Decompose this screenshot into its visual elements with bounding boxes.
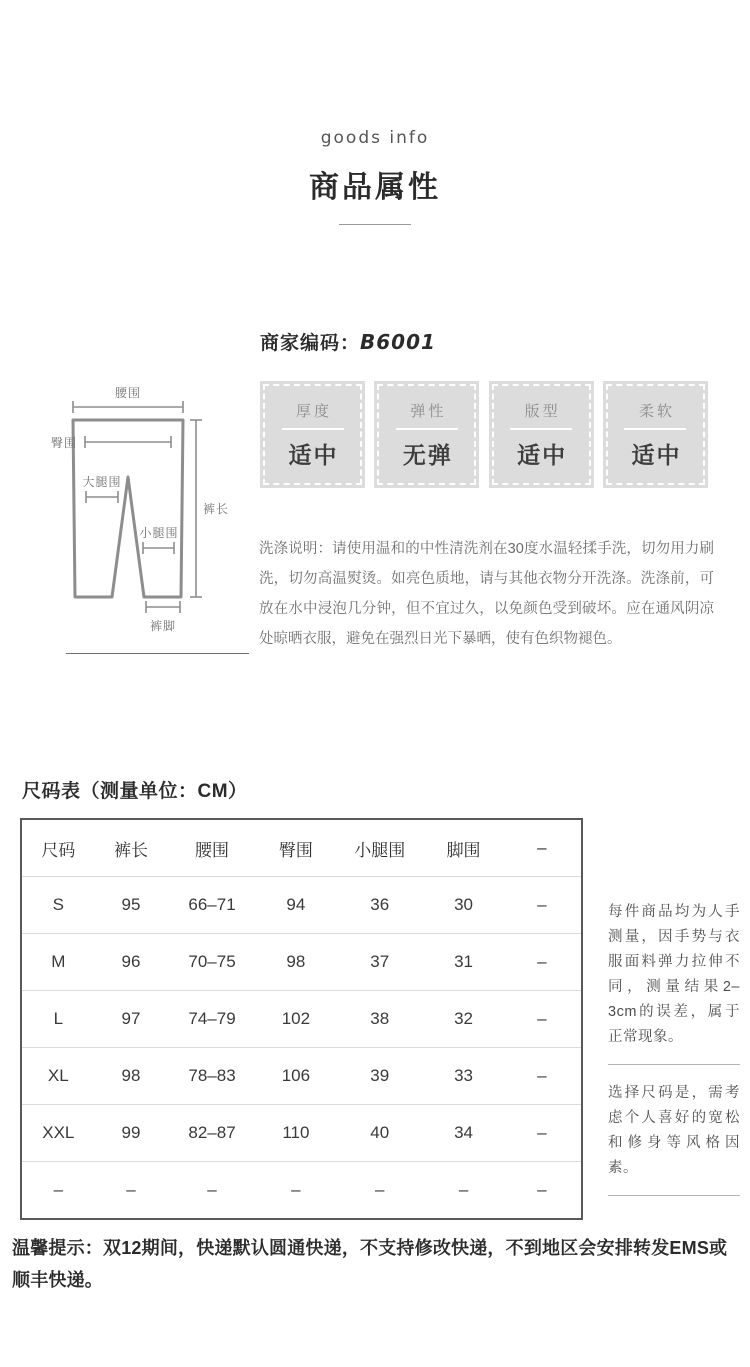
column-header: 尺码 [22,820,95,877]
attribute-value: 适中 [288,441,339,468]
table-row [22,877,581,934]
table-cell: 30 [424,877,502,934]
table-cell: S [22,877,95,934]
table-cell: 32 [424,991,502,1048]
attribute-separator [282,428,344,430]
attribute-value: 适中 [631,441,682,468]
table-cell: 37 [335,934,424,991]
table-row [22,1162,581,1219]
column-header: 腰围 [167,820,256,877]
table-cell: 98 [95,1048,168,1105]
table-cell: – [53,1180,64,1199]
table-cell: 40 [335,1105,424,1162]
table-cell: – [458,1180,469,1199]
pants-measure-diagram [28,385,243,670]
table-cell: XL [22,1048,95,1105]
table-cell: – [374,1180,385,1199]
column-header: 裤长 [95,820,168,877]
attribute-key: 版型 [524,402,561,420]
table-cell: 39 [335,1048,424,1105]
attribute-inner [606,384,705,485]
column-header: – [503,820,581,877]
attribute-separator [624,428,686,430]
table-cell: 66–71 [167,877,256,934]
table-cell: 70–75 [167,934,256,991]
attribute-key: 厚度 [295,402,332,420]
attribute-inner [377,384,476,485]
column-header: 脚围 [424,820,502,877]
pants-diagram-svg [28,385,243,655]
page-header [0,128,750,225]
merchant-code-label: 商家编码： [260,333,361,354]
size-choice-note: 选择尺码是，需考虑个人喜好的宽松和修身等风格因素。 [608,1085,740,1176]
table-cell: – [207,1180,217,1199]
attribute-inner [492,384,591,485]
table-cell: L [22,991,95,1048]
size-table-container [20,818,583,1220]
table-cell: – [503,1048,581,1105]
side-notes [608,900,740,1196]
table-cell: 94 [257,877,335,934]
attribute-box-softness [603,381,708,488]
page-title: 商品属性 [309,171,441,204]
size-table [22,820,581,1218]
table-cell: 110 [257,1105,335,1162]
pants-outline [73,420,183,597]
header-subtitle: goods info [320,128,430,148]
diagram-label-calf: 小腿围 [139,526,179,540]
diagram-label-waist: 腰围 [114,386,142,400]
table-cell: 96 [95,934,168,991]
diagram-label-cuff: 裤脚 [149,619,177,633]
table-cell: 74–79 [167,991,256,1048]
attribute-box-fit [489,381,594,488]
table-cell: – [291,1180,301,1199]
attribute-inner [263,384,362,485]
attribute-separator [396,428,458,430]
table-row [22,1048,581,1105]
table-cell: 36 [335,877,424,934]
side-note-divider-bottom [608,1195,740,1196]
table-cell: 31 [424,934,502,991]
attribute-boxes [260,381,708,488]
table-cell: 82–87 [167,1105,256,1162]
table-header-row [22,820,581,877]
title-divider [339,224,411,225]
diagram-label-length: 裤长 [202,502,230,516]
table-cell: – [503,991,581,1048]
shipping-tip: 温馨提示：双12期间，快递默认圆通快递，不支持修改快递，不到地区会安排转发EMS或顺丰快递。 [12,1238,728,1290]
table-cell: – [503,877,581,934]
diagram-divider [66,653,249,654]
table-cell: 38 [335,991,424,1048]
table-cell: 98 [257,934,335,991]
wash-instructions: 洗涤说明：请使用温和的中性清洗剂在30度水温轻揉手洗，切勿用力刷洗，切勿高温熨烫。如亮色质地，请与其他衣物分开洗涤。洗涤前，可放在水中浸泡几分钟，但不宜过久，以免颜色受到破坏。应在通风阴凉处晾晒衣服，避免在强烈日光下暴晒，使有色织物褪色。 [259,541,714,647]
table-row [22,991,581,1048]
table-cell: – [126,1180,136,1199]
table-row [22,1105,581,1162]
column-header: 小腿围 [335,820,424,877]
attribute-value: 无弹 [402,441,453,468]
attribute-separator [510,428,572,430]
size-table-title: 尺码表（测量单位：CM） [22,781,248,802]
attribute-key: 柔软 [638,402,675,420]
table-cell: 99 [95,1105,168,1162]
diagram-label-thigh: 大腿围 [82,475,122,489]
column-header: 臀围 [257,820,335,877]
attribute-value: 适中 [517,441,568,468]
measure-tolerance-note: 每件商品均为人手测量，因手势与衣服面料弹力拉伸不同，测量结果2–3cm的误差，属于正常现象。 [608,904,740,1045]
table-cell: 106 [257,1048,335,1105]
table-cell: – [503,934,581,991]
diagram-label-hip: 臀围 [50,436,78,450]
attribute-box-thickness [260,381,365,488]
side-note-divider [608,1064,740,1065]
table-cell: XXL [22,1105,95,1162]
table-cell: 34 [424,1105,502,1162]
table-cell: 102 [257,991,335,1048]
table-row [22,934,581,991]
table-cell: – [503,1105,581,1162]
table-cell: – [537,1180,547,1199]
table-cell: 33 [424,1048,502,1105]
table-cell: M [22,934,95,991]
table-cell: 97 [95,991,168,1048]
attribute-box-elasticity [374,381,479,488]
merchant-code [260,328,436,355]
size-table-body [22,877,581,1219]
size-table-head [22,820,581,877]
table-cell: 95 [95,877,168,934]
table-cell: 78–83 [167,1048,256,1105]
merchant-code-value: B6001 [360,330,436,354]
attribute-key: 弹性 [410,402,447,420]
